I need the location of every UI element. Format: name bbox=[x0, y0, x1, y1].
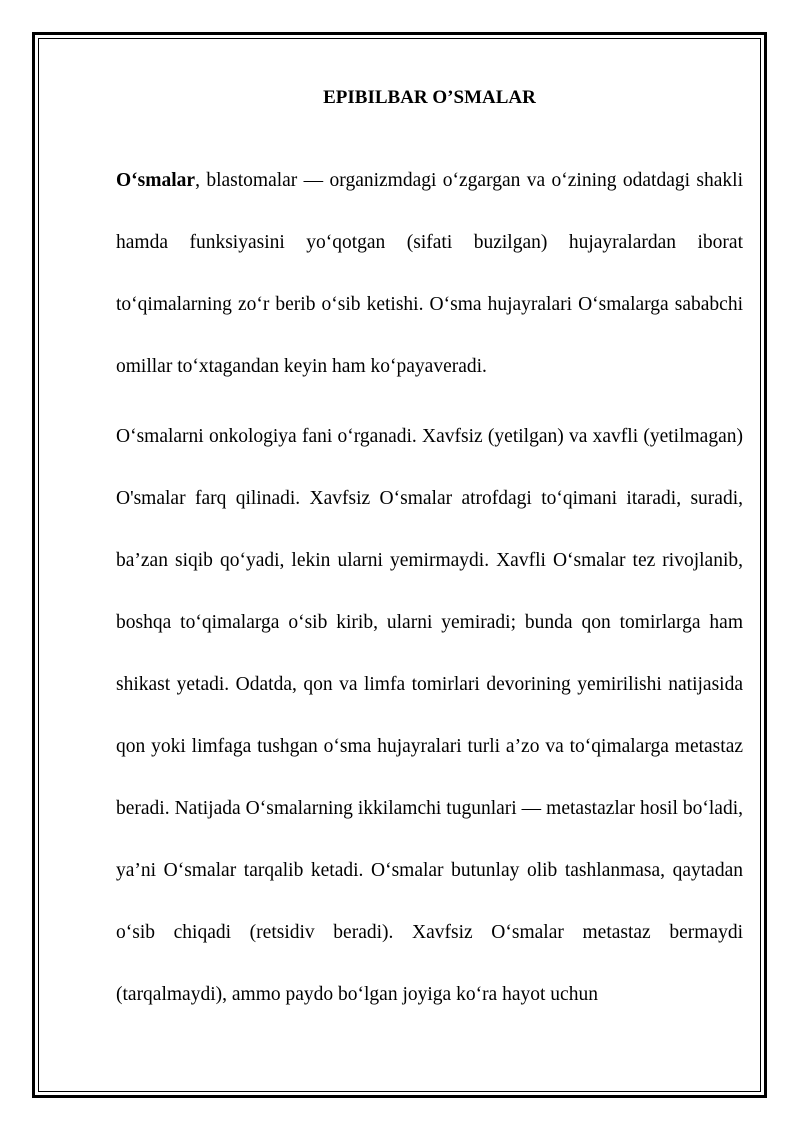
paragraph-main: O‘smalarni onkologiya fani o‘rganadi. Xavfsiz (yetilgan) va xavfli (yetilmagan) O'smalar farq qilinadi. Xavfsiz O‘smalar atrofdagi to‘qimani itaradi, suradi, ba’zan siqib qo‘yadi, lekin ularni yemirmaydi. Xavfli O‘smalar tez rivojlanib, boshqa to‘qimalarga o‘sib kirib, ularni yemiradi; bunda qon tomirlarga ham shikast yetadi. Odatda, qon va limfa tomirlari devorining yemirilishi natijasida qon yoki limfaga tushgan o‘sma hujayralari turli a’zo va to‘qimalarga metastaz beradi. Natijada O‘smalarning ikkilamchi tugunlari — metastazlar hosil bo‘ladi, ya’ni O‘smalar tarqalib ketadi. O‘smalar butunlay olib tashlanmasa, qaytadan o‘sib chiqadi (retsidiv beradi). Xavfsiz O‘smalar metastaz bermaydi (tarqalmaydi), ammo paydo bo‘lgan joyiga ko‘ra hayot uchun bbox=[116, 426, 743, 1005]
document-title: EPIBILBAR O’SMALAR bbox=[323, 87, 536, 108]
lead-term: O‘smalar bbox=[116, 170, 196, 191]
paragraph-intro bbox=[116, 150, 743, 398]
paragraph-intro-text: , blastomalar — organizmdagi o‘zgargan va o‘zining odatdagi shakli hamda funksiyasini yo‘qotgan (sifati buzilgan) hujayralardan iborat to‘qimalarning zo‘r berib o‘sib ketishi. O‘sma hujayralari O‘smalarga sababchi omillar to‘xtagandan keyin ham ko‘payaveradi. bbox=[116, 170, 743, 377]
document-body bbox=[116, 86, 743, 1026]
